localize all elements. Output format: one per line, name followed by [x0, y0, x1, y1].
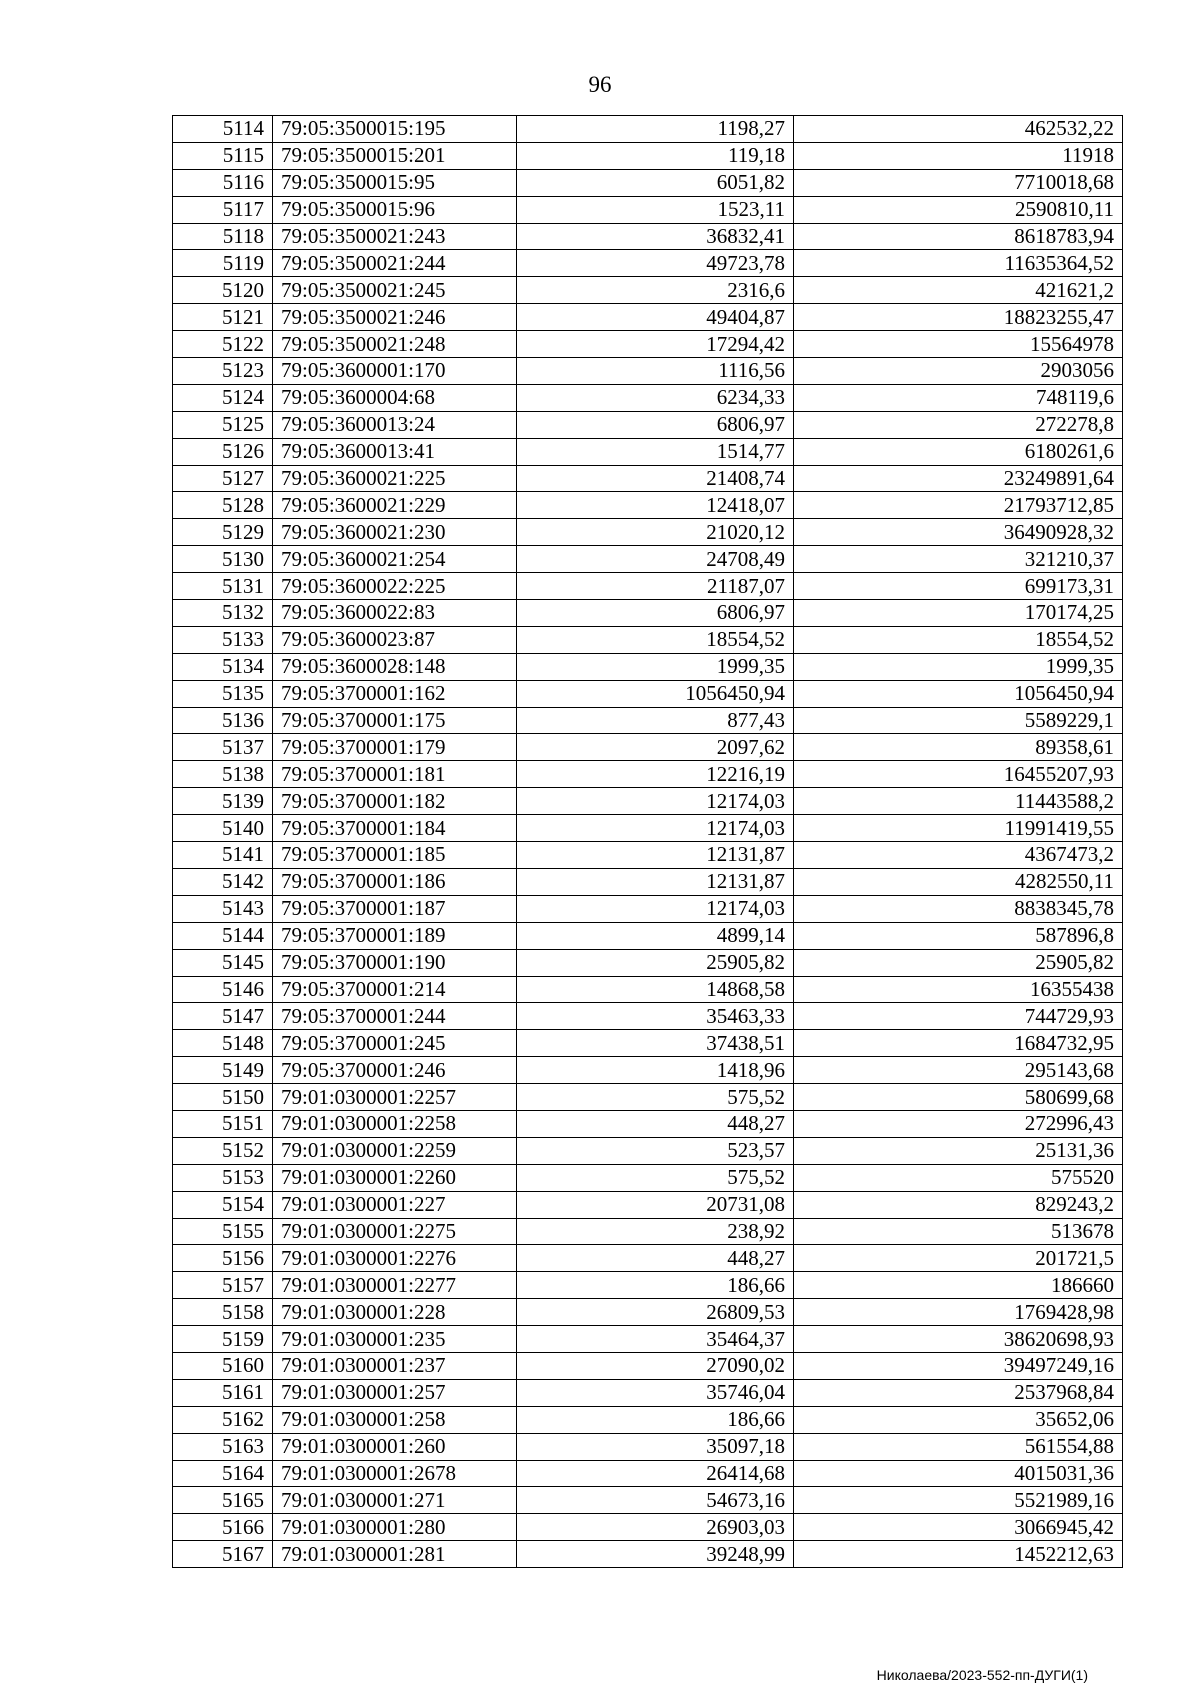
cadastral-number-cell: 79:05:3500021:246 — [273, 304, 517, 331]
cadastral-number-cell: 79:05:3700001:245 — [273, 1030, 517, 1057]
row-number-cell: 5114 — [173, 116, 273, 143]
cadastral-number-cell: 79:01:0300001:2260 — [273, 1164, 517, 1191]
cadastral-value-cell: 25131,36 — [794, 1137, 1123, 1164]
table-row — [173, 1406, 1123, 1433]
area-cell: 4899,14 — [517, 922, 794, 949]
row-number-cell: 5133 — [173, 626, 273, 653]
table-row — [173, 626, 1123, 653]
area-cell: 54673,16 — [517, 1487, 794, 1514]
area-cell: 6806,97 — [517, 411, 794, 438]
table-row — [173, 1003, 1123, 1030]
cadastral-number-cell: 79:05:3700001:189 — [273, 922, 517, 949]
table-row — [173, 788, 1123, 815]
table-row — [173, 815, 1123, 842]
area-cell: 21020,12 — [517, 519, 794, 546]
row-number-cell: 5141 — [173, 842, 273, 869]
area-cell: 24708,49 — [517, 546, 794, 573]
cadastral-value-cell: 4367473,2 — [794, 842, 1123, 869]
cadastral-number-cell: 79:01:0300001:235 — [273, 1326, 517, 1353]
row-number-cell: 5126 — [173, 438, 273, 465]
cadastral-number-cell: 79:05:3600013:41 — [273, 438, 517, 465]
area-cell: 1523,11 — [517, 196, 794, 223]
cadastral-value-cell: 39497249,16 — [794, 1352, 1123, 1379]
area-cell: 21187,07 — [517, 573, 794, 600]
area-cell: 20731,08 — [517, 1191, 794, 1218]
cadastral-value-cell: 587896,8 — [794, 922, 1123, 949]
area-cell: 1198,27 — [517, 116, 794, 143]
cadastral-value-cell: 272996,43 — [794, 1110, 1123, 1137]
table-body — [173, 116, 1123, 1568]
cadastral-value-cell: 186660 — [794, 1272, 1123, 1299]
cadastral-number-cell: 79:01:0300001:2275 — [273, 1218, 517, 1245]
row-number-cell: 5139 — [173, 788, 273, 815]
cadastral-number-cell: 79:01:0300001:280 — [273, 1514, 517, 1541]
row-number-cell: 5150 — [173, 1084, 273, 1111]
area-cell: 26809,53 — [517, 1299, 794, 1326]
cadastral-value-cell: 201721,5 — [794, 1245, 1123, 1272]
cadastral-value-cell: 5521989,16 — [794, 1487, 1123, 1514]
table-row — [173, 223, 1123, 250]
cadastral-number-cell: 79:05:3700001:175 — [273, 707, 517, 734]
cadastral-number-cell: 79:01:0300001:271 — [273, 1487, 517, 1514]
row-number-cell: 5163 — [173, 1433, 273, 1460]
row-number-cell: 5130 — [173, 546, 273, 573]
cadastral-number-cell: 79:05:3600023:87 — [273, 626, 517, 653]
cadastral-number-cell: 79:05:3500015:96 — [273, 196, 517, 223]
cadastral-value-cell: 15564978 — [794, 331, 1123, 358]
table-row — [173, 842, 1123, 869]
cadastral-value-cell: 4282550,11 — [794, 868, 1123, 895]
row-number-cell: 5132 — [173, 600, 273, 627]
area-cell: 35463,33 — [517, 1003, 794, 1030]
area-cell: 35097,18 — [517, 1433, 794, 1460]
cadastral-number-cell: 79:05:3700001:244 — [273, 1003, 517, 1030]
cadastral-number-cell: 79:05:3500021:248 — [273, 331, 517, 358]
area-cell: 2316,6 — [517, 277, 794, 304]
row-number-cell: 5165 — [173, 1487, 273, 1514]
cadastral-number-cell: 79:05:3600022:225 — [273, 573, 517, 600]
cadastral-number-cell: 79:05:3700001:186 — [273, 868, 517, 895]
cadastral-number-cell: 79:05:3700001:184 — [273, 815, 517, 842]
table-row — [173, 1379, 1123, 1406]
cadastral-value-cell: 7710018,68 — [794, 169, 1123, 196]
cadastral-value-cell: 829243,2 — [794, 1191, 1123, 1218]
row-number-cell: 5117 — [173, 196, 273, 223]
cadastral-number-cell: 79:05:3700001:187 — [273, 895, 517, 922]
cadastral-number-cell: 79:05:3600028:148 — [273, 653, 517, 680]
row-number-cell: 5142 — [173, 868, 273, 895]
cadastral-value-cell: 321210,37 — [794, 546, 1123, 573]
table-row — [173, 1030, 1123, 1057]
row-number-cell: 5143 — [173, 895, 273, 922]
row-number-cell: 5136 — [173, 707, 273, 734]
area-cell: 12174,03 — [517, 895, 794, 922]
cadastral-number-cell: 79:05:3600021:229 — [273, 492, 517, 519]
cadastral-value-cell: 5589229,1 — [794, 707, 1123, 734]
table-row — [173, 196, 1123, 223]
cadastral-value-cell: 580699,68 — [794, 1084, 1123, 1111]
table-row — [173, 1514, 1123, 1541]
table-row — [173, 1326, 1123, 1353]
cadastral-value-cell: 25905,82 — [794, 949, 1123, 976]
cadastral-value-cell: 2537968,84 — [794, 1379, 1123, 1406]
table-row — [173, 1299, 1123, 1326]
cadastral-number-cell: 79:05:3700001:246 — [273, 1057, 517, 1084]
row-number-cell: 5145 — [173, 949, 273, 976]
row-number-cell: 5154 — [173, 1191, 273, 1218]
area-cell: 1418,96 — [517, 1057, 794, 1084]
area-cell: 27090,02 — [517, 1352, 794, 1379]
row-number-cell: 5125 — [173, 411, 273, 438]
cadastral-value-cell: 421621,2 — [794, 277, 1123, 304]
area-cell: 37438,51 — [517, 1030, 794, 1057]
cadastral-number-cell: 79:01:0300001:257 — [273, 1379, 517, 1406]
cadastral-value-cell: 561554,88 — [794, 1433, 1123, 1460]
area-cell: 12418,07 — [517, 492, 794, 519]
row-number-cell: 5147 — [173, 1003, 273, 1030]
table-row — [173, 1137, 1123, 1164]
row-number-cell: 5162 — [173, 1406, 273, 1433]
cadastral-value-cell: 35652,06 — [794, 1406, 1123, 1433]
cadastral-value-cell: 16455207,93 — [794, 761, 1123, 788]
table-row — [173, 734, 1123, 761]
table-row — [173, 331, 1123, 358]
cadastral-value-cell: 21793712,85 — [794, 492, 1123, 519]
table-row — [173, 1191, 1123, 1218]
area-cell: 2097,62 — [517, 734, 794, 761]
cadastral-number-cell: 79:01:0300001:2277 — [273, 1272, 517, 1299]
cadastral-value-cell: 1999,35 — [794, 653, 1123, 680]
cadastral-value-cell: 2590810,11 — [794, 196, 1123, 223]
cadastral-value-cell: 38620698,93 — [794, 1326, 1123, 1353]
cadastral-number-cell: 79:01:0300001:2258 — [273, 1110, 517, 1137]
cadastral-value-cell: 11635364,52 — [794, 250, 1123, 277]
cadastral-number-cell: 79:01:0300001:228 — [273, 1299, 517, 1326]
cadastral-number-cell: 79:05:3700001:181 — [273, 761, 517, 788]
cadastral-value-cell: 513678 — [794, 1218, 1123, 1245]
table-row — [173, 492, 1123, 519]
cadastral-value-cell: 699173,31 — [794, 573, 1123, 600]
cadastral-value-cell: 2903056 — [794, 358, 1123, 385]
area-cell: 877,43 — [517, 707, 794, 734]
cadastral-value-cell: 748119,6 — [794, 384, 1123, 411]
table-row — [173, 707, 1123, 734]
cadastral-number-cell: 79:01:0300001:2678 — [273, 1460, 517, 1487]
row-number-cell: 5151 — [173, 1110, 273, 1137]
cadastral-number-cell: 79:01:0300001:2259 — [273, 1137, 517, 1164]
area-cell: 12174,03 — [517, 788, 794, 815]
area-cell: 238,92 — [517, 1218, 794, 1245]
area-cell: 1116,56 — [517, 358, 794, 385]
cadastral-value-cell: 11918 — [794, 142, 1123, 169]
table-row — [173, 1487, 1123, 1514]
table-row — [173, 922, 1123, 949]
row-number-cell: 5160 — [173, 1352, 273, 1379]
area-cell: 26414,68 — [517, 1460, 794, 1487]
cadastral-number-cell: 79:05:3500021:245 — [273, 277, 517, 304]
table-row — [173, 358, 1123, 385]
cadastral-number-cell: 79:01:0300001:260 — [273, 1433, 517, 1460]
cadastral-number-cell: 79:05:3500021:243 — [273, 223, 517, 250]
table-row — [173, 573, 1123, 600]
cadastral-number-cell: 79:05:3600021:230 — [273, 519, 517, 546]
row-number-cell: 5155 — [173, 1218, 273, 1245]
table-row — [173, 1541, 1123, 1568]
cadastral-value-cell: 8838345,78 — [794, 895, 1123, 922]
cadastral-number-cell: 79:05:3700001:214 — [273, 976, 517, 1003]
row-number-cell: 5124 — [173, 384, 273, 411]
row-number-cell: 5166 — [173, 1514, 273, 1541]
cadastral-value-cell: 575520 — [794, 1164, 1123, 1191]
cadastral-number-cell: 79:01:0300001:258 — [273, 1406, 517, 1433]
cadastral-value-cell: 744729,93 — [794, 1003, 1123, 1030]
row-number-cell: 5135 — [173, 680, 273, 707]
area-cell: 12216,19 — [517, 761, 794, 788]
row-number-cell: 5140 — [173, 815, 273, 842]
area-cell: 448,27 — [517, 1245, 794, 1272]
row-number-cell: 5123 — [173, 358, 273, 385]
cadastral-value-cell: 1769428,98 — [794, 1299, 1123, 1326]
row-number-cell: 5116 — [173, 169, 273, 196]
table-row — [173, 1433, 1123, 1460]
area-cell: 21408,74 — [517, 465, 794, 492]
area-cell: 36832,41 — [517, 223, 794, 250]
row-number-cell: 5129 — [173, 519, 273, 546]
cadastral-number-cell: 79:05:3500021:244 — [273, 250, 517, 277]
table-row — [173, 1164, 1123, 1191]
table-row — [173, 304, 1123, 331]
area-cell: 6806,97 — [517, 600, 794, 627]
table-row — [173, 1057, 1123, 1084]
cadastral-number-cell: 79:05:3600021:225 — [273, 465, 517, 492]
row-number-cell: 5122 — [173, 331, 273, 358]
table-row — [173, 465, 1123, 492]
cadastral-value-cell: 6180261,6 — [794, 438, 1123, 465]
cadastral-value-cell: 1684732,95 — [794, 1030, 1123, 1057]
table-row — [173, 976, 1123, 1003]
row-number-cell: 5161 — [173, 1379, 273, 1406]
cadastral-value-cell: 36490928,32 — [794, 519, 1123, 546]
row-number-cell: 5138 — [173, 761, 273, 788]
cadastral-number-cell: 79:05:3500015:195 — [273, 116, 517, 143]
row-number-cell: 5153 — [173, 1164, 273, 1191]
cadastral-value-cell: 295143,68 — [794, 1057, 1123, 1084]
row-number-cell: 5148 — [173, 1030, 273, 1057]
cadastral-value-cell: 23249891,64 — [794, 465, 1123, 492]
table-row — [173, 142, 1123, 169]
table-row — [173, 546, 1123, 573]
table-row — [173, 1352, 1123, 1379]
table-row — [173, 600, 1123, 627]
row-number-cell: 5121 — [173, 304, 273, 331]
area-cell: 6051,82 — [517, 169, 794, 196]
cadastral-number-cell: 79:05:3600022:83 — [273, 600, 517, 627]
cadastral-value-cell: 462532,22 — [794, 116, 1123, 143]
table-row — [173, 384, 1123, 411]
area-cell: 1514,77 — [517, 438, 794, 465]
cadastral-value-cell: 1452212,63 — [794, 1541, 1123, 1568]
row-number-cell: 5157 — [173, 1272, 273, 1299]
table-row — [173, 949, 1123, 976]
row-number-cell: 5167 — [173, 1541, 273, 1568]
cadastral-number-cell: 79:05:3600013:24 — [273, 411, 517, 438]
table-row — [173, 438, 1123, 465]
table-row — [173, 761, 1123, 788]
cadastral-value-cell: 89358,61 — [794, 734, 1123, 761]
row-number-cell: 5115 — [173, 142, 273, 169]
cadastral-number-cell: 79:01:0300001:237 — [273, 1352, 517, 1379]
area-cell: 49723,78 — [517, 250, 794, 277]
area-cell: 448,27 — [517, 1110, 794, 1137]
area-cell: 12174,03 — [517, 815, 794, 842]
page-number: 96 — [588, 72, 612, 97]
cadastral-number-cell: 79:05:3700001:182 — [273, 788, 517, 815]
area-cell: 14868,58 — [517, 976, 794, 1003]
cadastral-number-cell: 79:05:3700001:190 — [273, 949, 517, 976]
cadastral-number-cell: 79:01:0300001:227 — [273, 1191, 517, 1218]
area-cell: 39248,99 — [517, 1541, 794, 1568]
area-cell: 186,66 — [517, 1406, 794, 1433]
row-number-cell: 5146 — [173, 976, 273, 1003]
cadastral-value-cell: 1056450,94 — [794, 680, 1123, 707]
table-row — [173, 653, 1123, 680]
row-number-cell: 5152 — [173, 1137, 273, 1164]
row-number-cell: 5156 — [173, 1245, 273, 1272]
area-cell: 575,52 — [517, 1084, 794, 1111]
cadastral-number-cell: 79:05:3700001:179 — [273, 734, 517, 761]
cadastral-number-cell: 79:05:3700001:162 — [273, 680, 517, 707]
area-cell: 35746,04 — [517, 1379, 794, 1406]
table-row — [173, 116, 1123, 143]
cadastral-value-cell: 16355438 — [794, 976, 1123, 1003]
table-row — [173, 169, 1123, 196]
table-row — [173, 519, 1123, 546]
cadastral-number-cell: 79:05:3500015:201 — [273, 142, 517, 169]
row-number-cell: 5119 — [173, 250, 273, 277]
row-number-cell: 5118 — [173, 223, 273, 250]
cadastral-number-cell: 79:05:3500015:95 — [273, 169, 517, 196]
cadastral-value-cell: 11443588,2 — [794, 788, 1123, 815]
area-cell: 17294,42 — [517, 331, 794, 358]
row-number-cell: 5137 — [173, 734, 273, 761]
area-cell: 35464,37 — [517, 1326, 794, 1353]
row-number-cell: 5131 — [173, 573, 273, 600]
row-number-cell: 5159 — [173, 1326, 273, 1353]
table-row — [173, 1218, 1123, 1245]
area-cell: 12131,87 — [517, 868, 794, 895]
table-row — [173, 1110, 1123, 1137]
area-cell: 26903,03 — [517, 1514, 794, 1541]
cadastral-value-cell: 4015031,36 — [794, 1460, 1123, 1487]
area-cell: 6234,33 — [517, 384, 794, 411]
cadastral-number-cell: 79:01:0300001:2276 — [273, 1245, 517, 1272]
row-number-cell: 5127 — [173, 465, 273, 492]
area-cell: 18554,52 — [517, 626, 794, 653]
area-cell: 119,18 — [517, 142, 794, 169]
table-row — [173, 895, 1123, 922]
table-row — [173, 1245, 1123, 1272]
row-number-cell: 5128 — [173, 492, 273, 519]
document-footer-code: Николаева/2023-552-пп-ДУГИ(1) — [876, 1667, 1088, 1683]
row-number-cell: 5120 — [173, 277, 273, 304]
table-row — [173, 1084, 1123, 1111]
cadastral-value-cell: 8618783,94 — [794, 223, 1123, 250]
row-number-cell: 5158 — [173, 1299, 273, 1326]
table-row — [173, 1460, 1123, 1487]
cadastral-number-cell: 79:05:3600001:170 — [273, 358, 517, 385]
cadastral-value-cell: 272278,8 — [794, 411, 1123, 438]
table-row — [173, 680, 1123, 707]
cadastral-value-cell: 18823255,47 — [794, 304, 1123, 331]
cadastral-value-cell: 170174,25 — [794, 600, 1123, 627]
table-row — [173, 411, 1123, 438]
cadastral-number-cell: 79:05:3700001:185 — [273, 842, 517, 869]
cadastral-value-cell: 18554,52 — [794, 626, 1123, 653]
row-number-cell: 5164 — [173, 1460, 273, 1487]
table-row — [173, 277, 1123, 304]
area-cell: 523,57 — [517, 1137, 794, 1164]
table-row — [173, 250, 1123, 277]
area-cell: 12131,87 — [517, 842, 794, 869]
area-cell: 186,66 — [517, 1272, 794, 1299]
cadastral-number-cell: 79:05:3600021:254 — [273, 546, 517, 573]
row-number-cell: 5144 — [173, 922, 273, 949]
area-cell: 25905,82 — [517, 949, 794, 976]
table-row — [173, 868, 1123, 895]
cadastral-number-cell: 79:01:0300001:281 — [273, 1541, 517, 1568]
area-cell: 49404,87 — [517, 304, 794, 331]
area-cell: 1999,35 — [517, 653, 794, 680]
row-number-cell: 5134 — [173, 653, 273, 680]
cadastral-value-cell: 3066945,42 — [794, 1514, 1123, 1541]
table-row — [173, 1272, 1123, 1299]
area-cell: 1056450,94 — [517, 680, 794, 707]
cadastral-value-cell: 11991419,55 — [794, 815, 1123, 842]
cadastral-number-cell: 79:05:3600004:68 — [273, 384, 517, 411]
cadastral-value-table — [172, 115, 1123, 1568]
row-number-cell: 5149 — [173, 1057, 273, 1084]
area-cell: 575,52 — [517, 1164, 794, 1191]
cadastral-number-cell: 79:01:0300001:2257 — [273, 1084, 517, 1111]
